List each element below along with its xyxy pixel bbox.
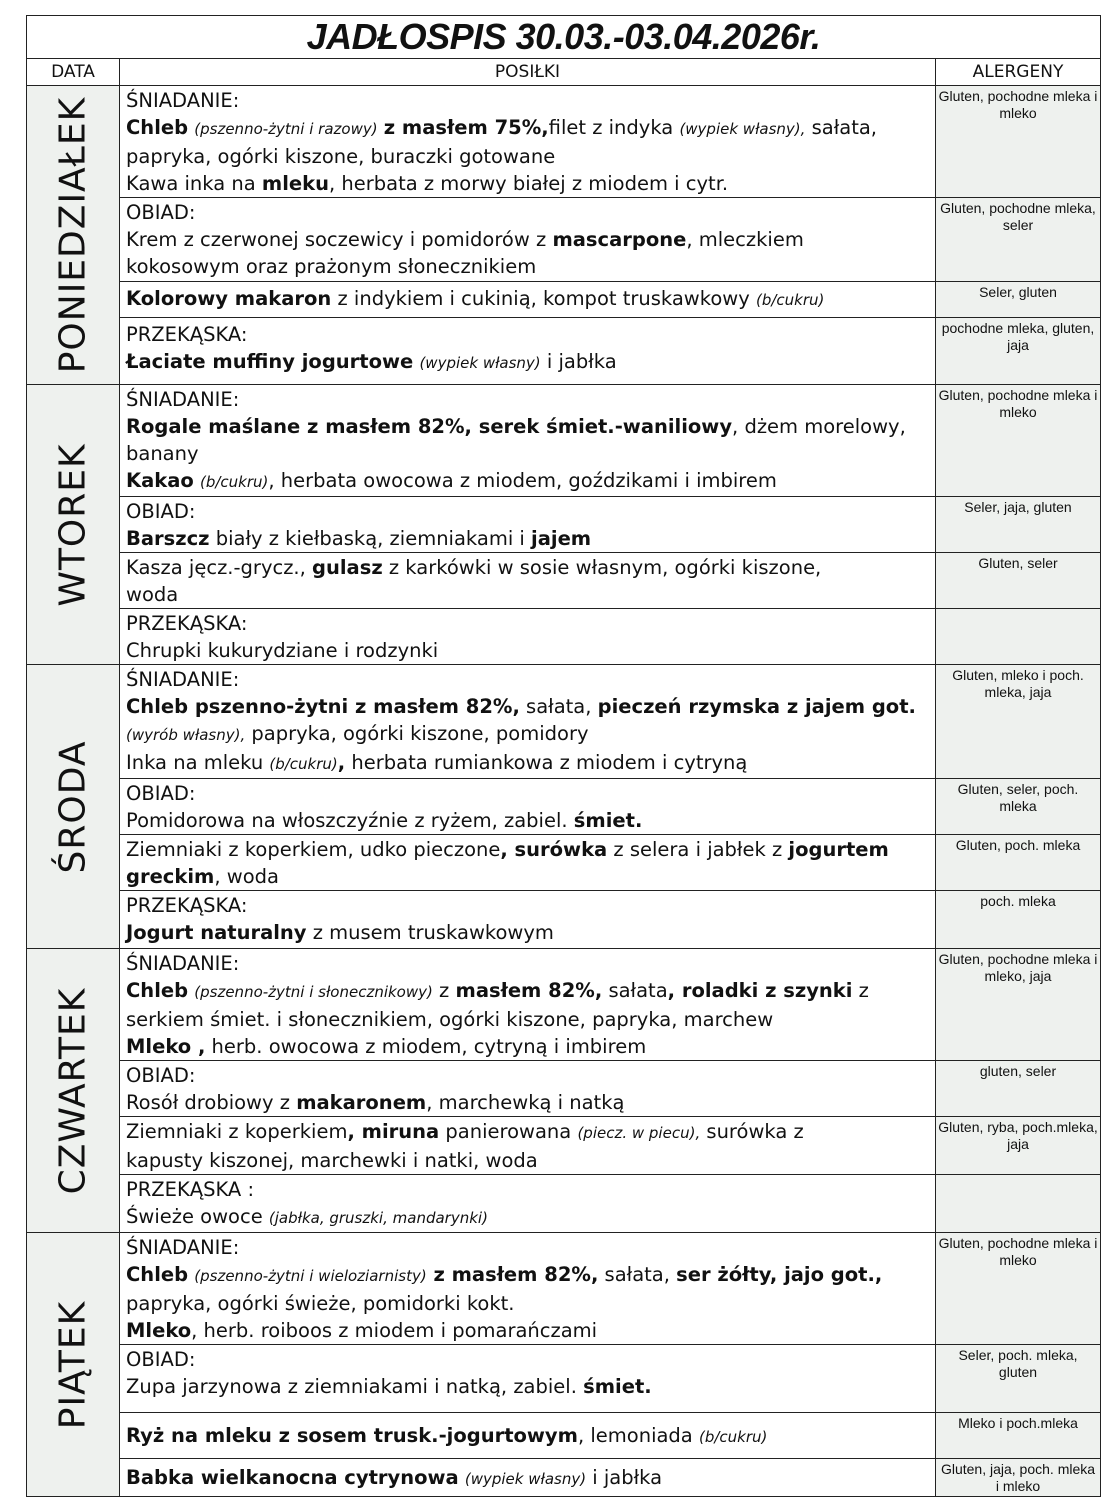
thursday-snack — [120, 1175, 936, 1233]
thursday-second-row — [27, 1117, 1101, 1175]
meal-line: Rogale maślane z masłem 82%, serek śmiet.-waniliowy, dżem morelowy, — [126, 415, 906, 438]
meal-line: Chleb pszenno-żytni z masłem 82%, sałata, pieczeń rzymska z jajem got. — [126, 695, 916, 718]
meal-label: PRZEKĄSKA : — [126, 1178, 255, 1201]
wednesday-lunch-row — [27, 779, 1101, 835]
wednesday-breakfast-row — [27, 665, 1101, 779]
date-header: DATA — [27, 59, 120, 86]
friday-snack — [120, 1459, 936, 1497]
meal-line: Kakao (b/cukru), herbata owocowa z miodem, goździkami i imbirem — [126, 469, 777, 492]
meal-line: Kolorowy makaron z indykiem i cukinią, kompot truskawkowy (b/cukru) — [126, 287, 825, 310]
tuesday-lunch-row — [27, 497, 1101, 553]
meal-line: kapusty kiszonej, marchewki i natki, woda — [126, 1149, 538, 1172]
meal-line: Inka na mleku (b/cukru), herbata rumiankowa z miodem i cytryną — [126, 751, 748, 774]
meal-line: Rosół drobiowy z makaronem, marchewką i natką — [126, 1091, 625, 1114]
meal-line: Kasza jęcz.-grycz., gulasz z karkówki w sosie własnym, ogórki kiszone, — [126, 556, 822, 579]
tuesday-second-row — [27, 553, 1101, 609]
meal-label: PRZEKĄSKA: — [126, 612, 248, 635]
thursday-second-course — [120, 1117, 936, 1175]
allergens-tuesday-snack — [936, 609, 1101, 665]
friday-second-course — [120, 1413, 936, 1459]
meal-line: Krem z czerwonej soczewicy i pomidorów z mascarpone, mleczkiem — [126, 228, 804, 251]
wednesday-lunch — [120, 779, 936, 835]
allergens-header: ALERGENY — [936, 59, 1101, 86]
monday-snack — [120, 318, 936, 385]
menu-table — [26, 15, 1101, 1497]
thursday-breakfast — [120, 949, 936, 1061]
meal-line: Mleko , herb. owocowa z miodem, cytryną i imbirem — [126, 1035, 647, 1058]
day-label: PONIEDZIAŁEK — [52, 96, 94, 374]
day-label: CZWARTEK — [52, 987, 94, 1194]
friday-lunch-row — [27, 1345, 1101, 1413]
thursday-snack-row — [27, 1175, 1101, 1233]
monday-second-course — [120, 282, 936, 318]
meal-line: Babka wielkanocna cytrynowa (wypiek własny) i jabłka — [126, 1465, 663, 1489]
meal-line: Barszcz biały z kiełbaską, ziemniakami i jajem — [126, 527, 592, 550]
meal-line: Mleko, herb. roiboos z miodem i pomarańczami — [126, 1319, 598, 1342]
meal-label: ŚNIADANIE: — [126, 668, 240, 691]
thursday-breakfast-row — [27, 949, 1101, 1061]
monday-lunch — [120, 198, 936, 282]
meal-line: Ziemniaki z koperkiem, udko pieczone, surówka z selera i jabłek z jogurtem — [126, 838, 889, 861]
meal-label: PRZEKĄSKA: — [126, 894, 248, 917]
allergens-thursday-lunch: gluten, seler — [936, 1061, 1101, 1117]
allergens-monday-snack: pochodne mleka, gluten, jaja — [936, 318, 1101, 385]
allergens-wednesday-breakfast: Gluten, mleko i poch. mleka, jaja — [936, 665, 1101, 779]
allergens-wednesday-lunch: Gluten, seler, poch. mleka — [936, 779, 1101, 835]
day-thursday — [27, 949, 120, 1233]
allergens-friday-lunch: Seler, poch. mleka, gluten — [936, 1345, 1101, 1413]
meal-label: ŚNIADANIE: — [126, 388, 240, 411]
meal-label: OBIAD: — [126, 500, 196, 523]
day-monday — [27, 86, 120, 385]
wednesday-second-row — [27, 835, 1101, 891]
wednesday-second-course — [120, 835, 936, 891]
monday-breakfast-row — [27, 86, 1101, 198]
meal-line: serkiem śmiet. i słonecznikiem, ogórki kiszone, papryka, marchew — [126, 1008, 774, 1031]
meal-line: Zupa jarzynowa z ziemniakami i natką, zabiel. śmiet. — [126, 1375, 652, 1398]
meal-line: Ryż na mleku z sosem trusk.-jogurtowym, lemoniada (b/cukru) — [126, 1423, 768, 1447]
wednesday-snack — [120, 891, 936, 949]
thursday-lunch — [120, 1061, 936, 1117]
day-label: WTOREK — [52, 442, 94, 607]
monday-snack-row — [27, 318, 1101, 385]
meal-line: Chleb (pszenno-żytni i razowy) z masłem 75%,filet z indyka (wypiek własny), sałata, — [126, 116, 877, 139]
meal-label: OBIAD: — [126, 1348, 196, 1371]
tuesday-snack-row — [27, 609, 1101, 665]
friday-lunch — [120, 1345, 936, 1413]
friday-breakfast — [120, 1233, 936, 1345]
meal-line: Chrupki kukurydziane i rodzynki — [126, 639, 439, 662]
monday-lunch-row — [27, 198, 1101, 282]
tuesday-breakfast-row — [27, 385, 1101, 497]
allergens-friday-second: Mleko i poch.mleka — [936, 1413, 1101, 1459]
allergens-monday-lunch: Gluten, pochodne mleka, seler — [936, 198, 1101, 282]
meal-line: kokosowym oraz prażonym słonecznikiem — [126, 255, 537, 278]
friday-breakfast-row — [27, 1233, 1101, 1345]
day-wednesday — [27, 665, 120, 949]
wednesday-snack-row — [27, 891, 1101, 949]
allergens-friday-breakfast: Gluten, pochodne mleka i mleko — [936, 1233, 1101, 1345]
meal-line: papryka, ogórki świeże, pomidorki kokt. — [126, 1292, 515, 1315]
tuesday-second-course — [120, 553, 936, 609]
allergens-tuesday-breakfast: Gluten, pochodne mleka i mleko — [936, 385, 1101, 497]
allergens-thursday-snack — [936, 1175, 1101, 1233]
page-title: JADŁOSPIS 30.03.-03.04.2026r. — [27, 16, 1101, 59]
allergens-thursday-second: Gluten, ryba, poch.mleka, jaja — [936, 1117, 1101, 1175]
wednesday-breakfast — [120, 665, 936, 779]
monday-breakfast — [120, 86, 936, 198]
meal-line: papryka, ogórki kiszone, buraczki gotowane — [126, 145, 556, 168]
meal-line: Świeże owoce (jabłka, gruszki, mandarynki) — [126, 1205, 488, 1228]
meal-label: OBIAD: — [126, 1064, 196, 1087]
allergens-wednesday-second: Gluten, poch. mleka — [936, 835, 1101, 891]
tuesday-breakfast — [120, 385, 936, 497]
meal-label: ŚNIADANIE: — [126, 1236, 240, 1259]
meal-line: Łaciate muffiny jogurtowe (wypiek własny) i jabłka — [126, 350, 617, 373]
meal-line: (wyrób własny), papryka, ogórki kiszone, pomidory — [126, 722, 589, 745]
allergens-friday-snack: Gluten, jaja, poch. mleka i mleko — [936, 1459, 1101, 1497]
allergens-wednesday-snack: poch. mleka — [936, 891, 1101, 949]
allergens-monday-second: Seler, gluten — [936, 282, 1101, 318]
header-row — [27, 59, 1101, 86]
meal-label: PRZEKĄSKA: — [126, 323, 248, 346]
day-label: PIĄTEK — [52, 1300, 94, 1429]
meal-line: Kawa inka na mleku, herbata z morwy białej z miodem i cytr. — [126, 172, 729, 195]
meal-label: ŚNIADANIE: — [126, 89, 240, 112]
meal-label: OBIAD: — [126, 782, 196, 805]
meal-line: banany — [126, 442, 199, 465]
meals-header: POSIŁKI — [120, 59, 936, 86]
allergens-thursday-breakfast: Gluten, pochodne mleka i mleko, jaja — [936, 949, 1101, 1061]
meal-line: greckim, woda — [126, 865, 279, 888]
tuesday-snack — [120, 609, 936, 665]
meal-line: Jogurt naturalny z musem truskawkowym — [126, 921, 554, 944]
allergens-tuesday-lunch: Seler, jaja, gluten — [936, 497, 1101, 553]
friday-second-row — [27, 1413, 1101, 1459]
meal-line: Chleb (pszenno-żytni i wieloziarnisty) z masłem 82%, sałata, ser żółty, jajo got., — [126, 1263, 883, 1286]
monday-second-row — [27, 282, 1101, 318]
allergens-tuesday-second: Gluten, seler — [936, 553, 1101, 609]
day-friday — [27, 1233, 120, 1497]
day-tuesday — [27, 385, 120, 665]
meal-label: OBIAD: — [126, 201, 196, 224]
meal-line: Chleb (pszenno-żytni i słonecznikowy) z masłem 82%, sałata, roladki z szynki z — [126, 979, 869, 1002]
meal-label: ŚNIADANIE: — [126, 952, 240, 975]
meal-line: woda — [126, 583, 179, 606]
tuesday-lunch — [120, 497, 936, 553]
friday-snack-row — [27, 1459, 1101, 1497]
thursday-lunch-row — [27, 1061, 1101, 1117]
day-label: ŚRODA — [52, 740, 94, 873]
meal-line: Ziemniaki z koperkiem, miruna panierowana (piecz. w piecu), surówka z — [126, 1120, 804, 1143]
allergens-monday-breakfast: Gluten, pochodne mleka i mleko — [936, 86, 1101, 198]
meal-line: Pomidorowa na włoszczyźnie z ryżem, zabiel. śmiet. — [126, 809, 643, 832]
